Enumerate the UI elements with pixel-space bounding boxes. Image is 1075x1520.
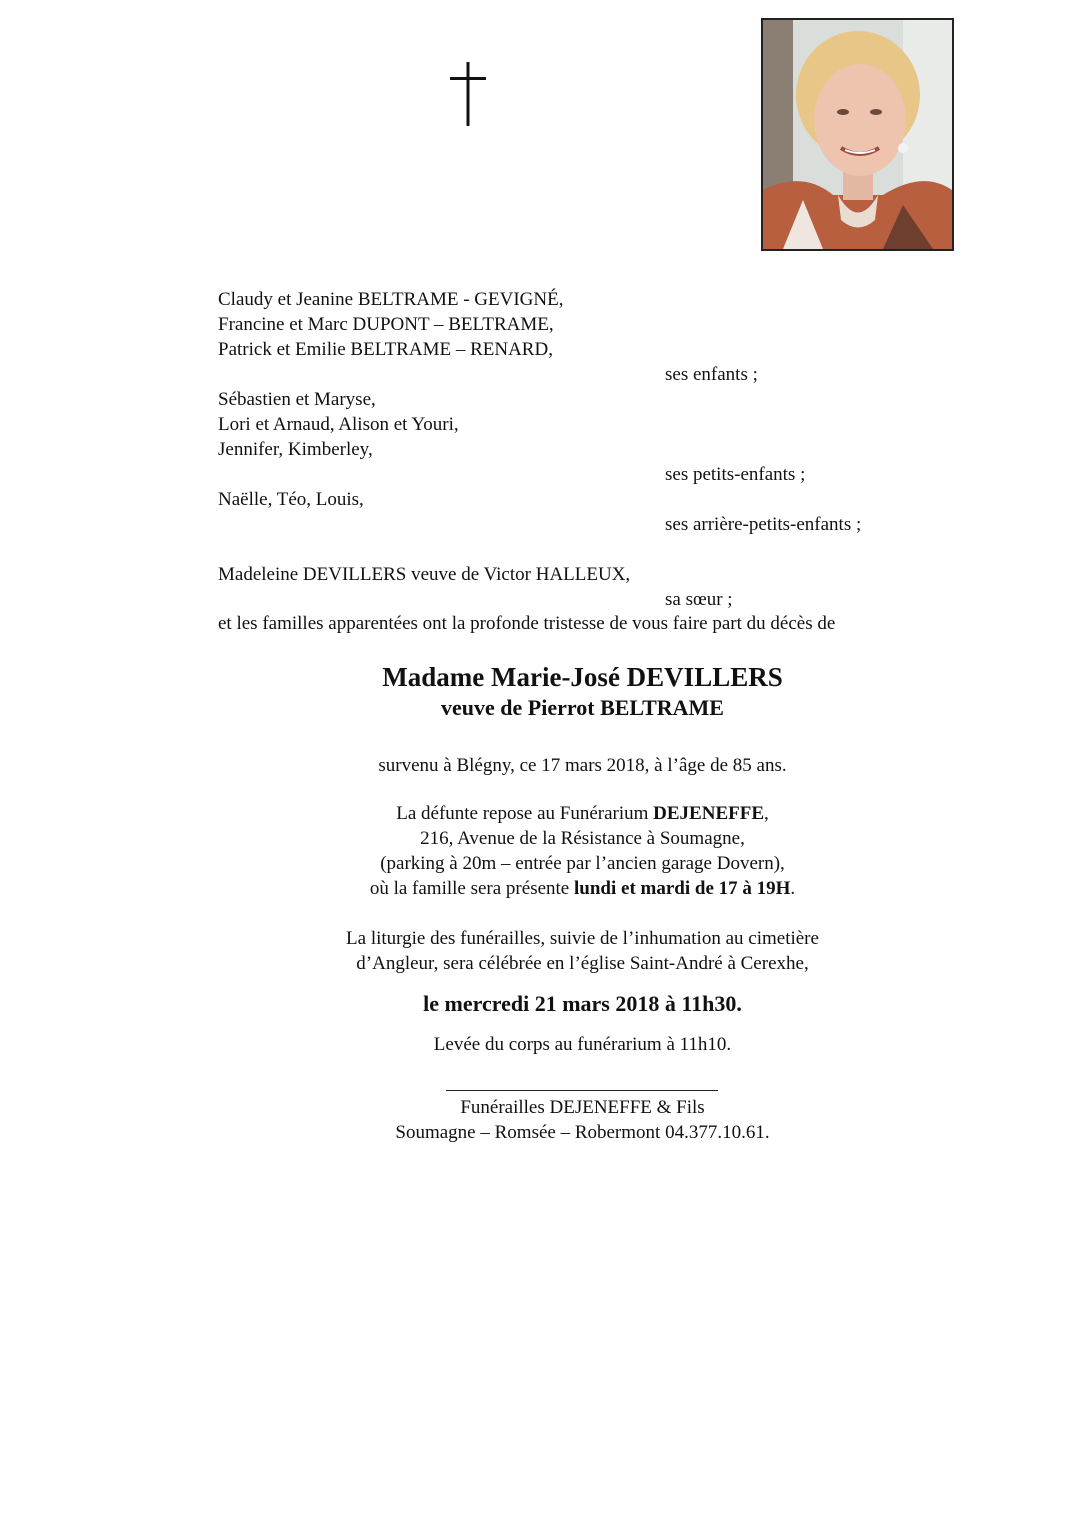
family-children-line-1: Claudy et Jeanine BELTRAME - GEVIGNÉ, [218,289,564,310]
death-details: survenu à Blégny, ce 17 mars 2018, à l’âge de 85 ans. [378,755,787,776]
footer-company: Funérailles DEJENEFFE & Fils [460,1097,705,1118]
great-grandchildren-line: Naëlle, Téo, Louis, [218,489,364,510]
sister-label: sa sœur ; [665,589,733,610]
grandchildren-line-2: Lori et Arnaud, Alison et Youri, [218,414,459,435]
sister-line: Madeleine DEVILLERS veuve de Victor HALLEUX, [218,564,631,585]
viewing-line-1: La défunte repose au Funérarium DEJENEFFE, [396,803,769,824]
portrait-photo [761,18,954,251]
ceremony-date: le mercredi 21 mars 2018 à 11h30. [423,991,742,1016]
divider-line [446,1090,718,1091]
viewing-parking: (parking à 20m – entrée par l’ancien garage Dovern), [380,853,785,874]
viewing-address: 216, Avenue de la Résistance à Soumagne, [420,828,745,849]
children-label: ses enfants ; [665,364,758,385]
viewing-hours: lundi et mardi de 17 à 19H [574,878,791,899]
ceremony-line-1: La liturgie des funérailles, suivie de l’inhumation au cimetière [346,928,819,949]
great-grandchildren-label: ses arrière-petits-enfants ; [665,514,862,535]
grandchildren-label: ses petits-enfants ; [665,464,806,485]
deceased-widow-of: veuve de Pierrot BELTRAME [441,695,724,720]
deceased-name: Madame Marie-José DEVILLERS [382,662,783,692]
family-children-line-3: Patrick et Emilie BELTRAME – RENARD, [218,339,553,360]
latin-cross-icon [448,62,488,126]
viewing-hours-line: où la famille sera présente lundi et mardi de 17 à 19H. [369,878,796,899]
funerarium-name: DEJENEFFE [653,803,765,824]
footer-contact: Soumagne – Romsée – Robermont 04.377.10.61. [395,1122,770,1143]
family-children-line-2: Francine et Marc DUPONT – BELTRAME, [218,314,554,335]
grandchildren-line-3: Jennifer, Kimberley, [218,439,373,460]
ceremony-line-2: d’Angleur, sera célébrée en l’église Saint-André à Cerexhe, [356,953,809,974]
announcement-line: et les familles apparentées ont la profonde tristesse de vous faire part du décès de [218,613,836,634]
levee-line: Levée du corps au funérarium à 11h10. [433,1034,732,1055]
grandchildren-line-1: Sébastien et Maryse, [218,389,376,410]
